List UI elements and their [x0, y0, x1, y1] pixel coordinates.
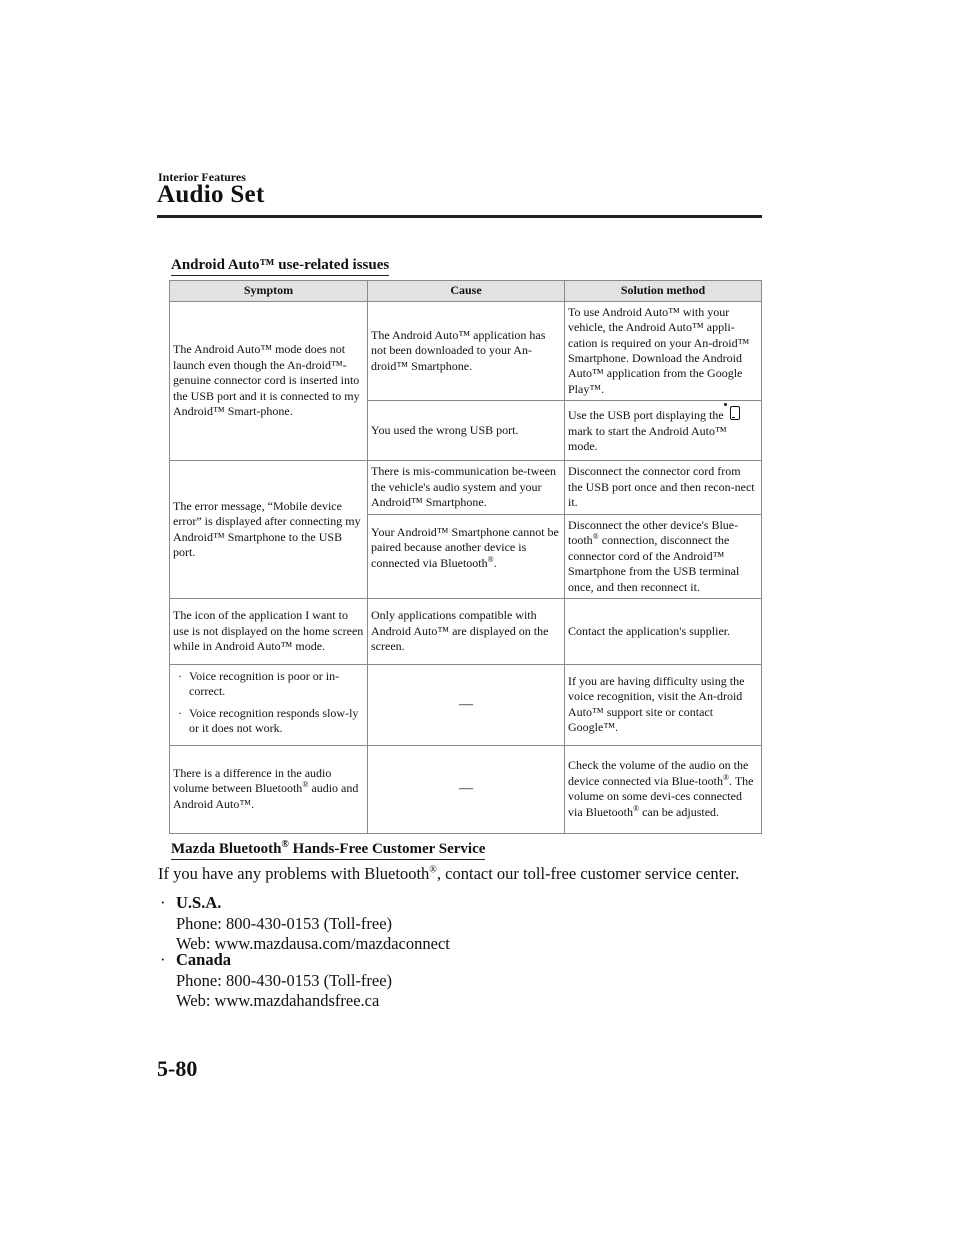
table-row — [170, 302, 762, 401]
symptom-text: Voice recognition is poor or in-correct. — [189, 669, 340, 699]
chapter-title: Audio Set — [157, 181, 265, 208]
solution-text: mark to start the Android Auto™ mode. — [568, 423, 727, 454]
table-row — [170, 461, 762, 515]
issues-table — [169, 280, 762, 834]
intro-text: If you have any problems with Bluetooth — [158, 864, 430, 883]
registered-mark: ® — [592, 532, 599, 542]
solution-cell — [565, 515, 762, 599]
symptom-text: Voice recognition responds slow-ly or it does not work. — [189, 705, 359, 736]
cause-cell: — — [368, 665, 565, 746]
solution-text: Use the USB port displaying the — [568, 408, 724, 423]
solution-text: Disconnect the other device's Blue-tooth — [568, 517, 739, 548]
table-header-row — [170, 281, 762, 302]
solution-cell: Contact the application's supplier. — [565, 599, 762, 665]
solution-cell: To use Android Auto™ with your vehicle, the Android Auto™ appli-cation is required on your An-droid™ Smartphone. Download the Android Auto™ application from the Google Play™. — [565, 302, 762, 401]
heading-text: Mazda Bluetooth — [171, 841, 282, 857]
customer-service-intro — [158, 864, 739, 884]
section-label: Interior Features — [158, 170, 246, 184]
cause-cell: Only applications compatible with Android Auto™ are displayed on the screen. — [368, 599, 565, 665]
cause-cell: There is mis-communication be-tween the vehicle's audio system and your Android™ Smartphone. — [368, 461, 565, 515]
symptom-cell — [170, 665, 368, 746]
heading-text: Hands-Free Customer Service — [288, 841, 486, 857]
symptom-cell: The icon of the application I want to use is not displayed on the home screen while in Android Auto™ mode. — [170, 599, 368, 665]
column-header-solution: Solution method — [565, 281, 762, 302]
page-number: 5-80 — [157, 1056, 198, 1081]
cause-cell — [368, 515, 565, 599]
list-item: · Voice recognition is poor or in-correct. — [178, 669, 340, 699]
bullet-dot: · — [160, 893, 166, 912]
solution-text: can be adjusted. — [639, 804, 720, 819]
column-header-symptom: Symptom — [170, 281, 368, 302]
column-header-cause: Cause — [368, 281, 565, 302]
symptom-text: There is a difference in the audio volume between Bluetooth — [173, 766, 332, 796]
contact-phone: Phone: 800-430-0153 (Toll-free) — [176, 970, 393, 990]
table-row — [170, 665, 762, 746]
solution-cell: Disconnect the connector cord from the USB port once and then recon-nect it. — [565, 461, 762, 515]
table-row — [170, 745, 762, 833]
list-item: · Voice recognition responds slow-ly or it does not work. — [178, 705, 359, 736]
solution-cell — [565, 401, 762, 461]
solution-text: Check the volume of the audio on the device connected via Blue-tooth — [568, 758, 749, 788]
header-rule — [157, 215, 762, 218]
android-issues-heading: Android Auto™ use-related issues — [171, 256, 389, 276]
registered-mark: ® — [633, 803, 640, 813]
cause-cell: — — [368, 745, 565, 833]
symptom-cell: The error message, “Mobile device error” is displayed after connecting my Android™ Smartphone to the USB port. — [170, 461, 368, 599]
smartphone-icon — [730, 406, 740, 420]
contact-canada — [160, 950, 392, 1012]
cause-text: Your Android™ Smartphone cannot be paired because another device is connected via Bluetooth — [371, 525, 559, 570]
registered-mark: ® — [429, 864, 437, 876]
symptom-cell: The Android Auto™ mode does not launch even though the An-droid™-genuine connector cord is inserted into the USB port and it is connected to my Android™ Smart-phone. — [170, 302, 368, 461]
symptom-cell — [170, 745, 368, 833]
contact-region: U.S.A. — [176, 893, 222, 912]
table-row — [170, 599, 762, 665]
registered-mark: ® — [487, 554, 494, 564]
registered-mark: ® — [302, 780, 309, 790]
contact-web: Web: www.mazdausa.com/mazdaconnect — [176, 934, 450, 953]
solution-text: connection, disconnect the connector cord of the Android™ Smartphone from the USB terminal once, and then reconnect it. — [568, 533, 740, 594]
solution-text: . The volume on some devi-ces connected via Bluetooth — [568, 773, 754, 819]
cause-cell: You used the wrong USB port. — [368, 401, 565, 461]
solution-cell — [565, 745, 762, 833]
registered-mark: ® — [722, 772, 730, 782]
solution-cell: If you are having difficulty using the voice recognition, visit the An-droid Auto™ support site or contact Google™. — [565, 665, 762, 746]
bullet-dot: · — [160, 950, 166, 969]
contact-usa — [160, 893, 450, 955]
contact-region: Canada — [176, 950, 232, 969]
symptom-text: audio and Android Auto™. — [173, 781, 359, 811]
cause-text: . — [493, 555, 497, 570]
customer-service-heading — [171, 836, 485, 860]
cause-cell: The Android Auto™ application has not been downloaded to your An-droid™ Smartphone. — [368, 302, 565, 401]
contact-web: Web: www.mazdahandsfree.ca — [176, 991, 380, 1010]
contact-phone: Phone: 800-430-0153 (Toll-free) — [176, 913, 393, 933]
intro-text: , contact our toll-free customer service center. — [436, 864, 740, 883]
registered-mark: ® — [281, 839, 289, 850]
